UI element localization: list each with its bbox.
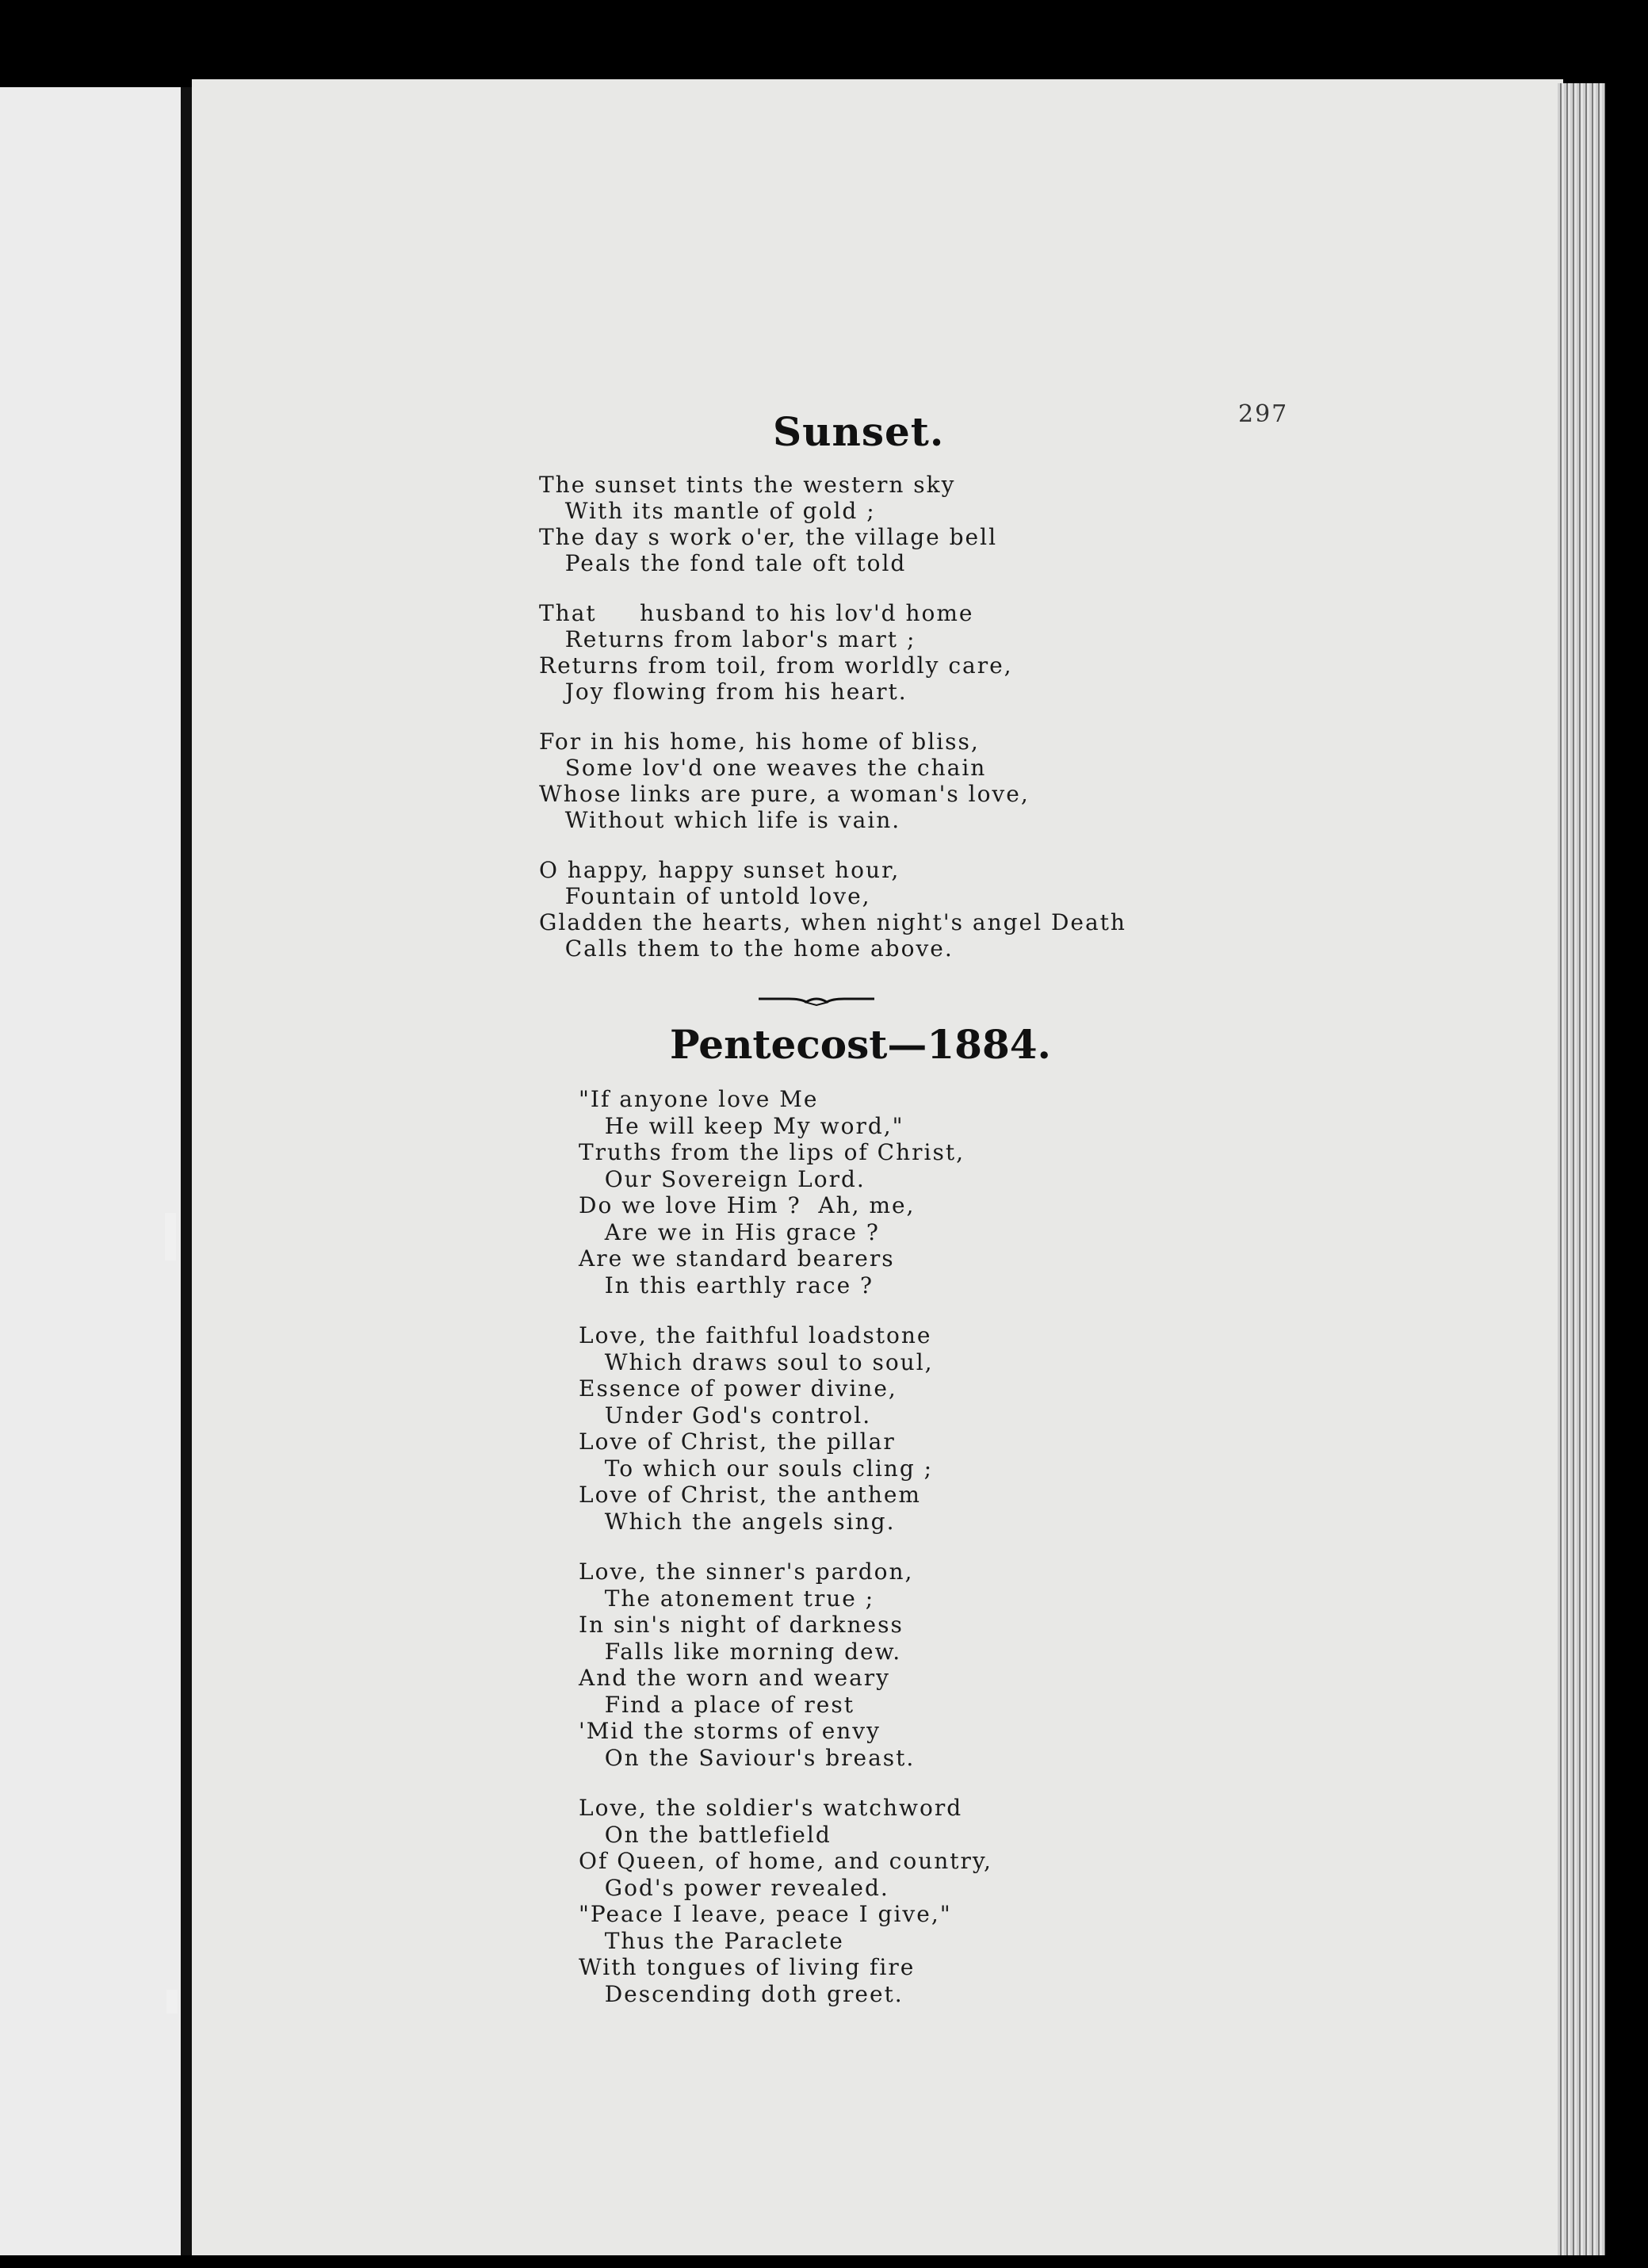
page-edges <box>1558 83 1605 2255</box>
poem-line: The sunset tints the western sky <box>539 472 956 498</box>
poem-line: God's power revealed. <box>579 1874 889 1901</box>
poem-line: Without which life is vain. <box>539 807 901 833</box>
poem-line: In sin's night of darkness <box>579 1612 904 1638</box>
poem-line: Are we standard bearers <box>579 1245 895 1272</box>
stanza <box>579 1559 992 1771</box>
poem-sunset <box>539 472 1126 985</box>
poem-line: 'Mid the storms of envy <box>579 1718 881 1744</box>
poem-line: Returns from toil, from worldly care, <box>539 652 1013 679</box>
poem-line: "Peace I leave, peace I give," <box>579 1901 952 1927</box>
poem-line: On the Saviour's breast. <box>579 1744 916 1771</box>
poem-line: Love, the sinner's pardon, <box>579 1559 914 1585</box>
poem-line: He will keep My word," <box>579 1112 904 1139</box>
poem-line: Which the angels sing. <box>579 1508 896 1535</box>
book-gutter <box>181 87 192 2255</box>
poem-line: Whose links are pure, a woman's love, <box>539 781 1030 807</box>
poem-line: Under God's control. <box>579 1402 872 1428</box>
poem-line: That husband to his lov'd home <box>539 600 974 626</box>
stanza <box>539 472 1126 576</box>
poem-line: In this earthly race ? <box>579 1272 874 1298</box>
poem-line: Fountain of untold love, <box>539 883 871 909</box>
poem-line: Love, the soldier's watchword <box>579 1795 963 1821</box>
stanza <box>579 1322 992 1535</box>
poem-line: Descending doth greet. <box>579 1980 904 2007</box>
poem-line: "If anyone love Me <box>579 1086 819 1112</box>
poem-line: Calls them to the home above. <box>539 935 954 962</box>
poem-line: Which draws soul to soul, <box>579 1348 934 1375</box>
poem-pentecost <box>579 1086 992 2031</box>
poem-line: With its mantle of gold ; <box>539 498 876 524</box>
poem-line: To which our souls cling ; <box>579 1455 934 1482</box>
poem-line: For in his home, his home of bliss, <box>539 729 980 755</box>
poem-line: Our Sovereign Lord. <box>579 1165 866 1192</box>
poem-line: Truths from the lips of Christ, <box>579 1139 965 1165</box>
poem-line: Gladden the hearts, when night's angel Death <box>539 909 1126 935</box>
poem-line: Find a place of rest <box>579 1691 855 1718</box>
left-facing-page <box>0 87 181 2255</box>
poem-line: The atonement true ; <box>579 1585 875 1612</box>
poem-line: And the worn and weary <box>579 1665 890 1691</box>
poem-line: Joy flowing from his heart. <box>539 679 908 705</box>
poem-line: O happy, happy sunset hour, <box>539 857 900 883</box>
stanza <box>539 857 1126 962</box>
poem-line: Love of Christ, the pillar <box>579 1428 896 1455</box>
binding-mark <box>165 1213 176 1260</box>
poem-line: Falls like morning dew. <box>579 1638 902 1665</box>
poem-line: Peals the fond tale oft told <box>539 550 907 576</box>
stanza <box>579 1086 992 1298</box>
poem-title-sunset: Sunset. <box>773 408 945 455</box>
poem-line: Love, the faithful loadstone <box>579 1322 932 1348</box>
poem-line: Thus the Paraclete <box>579 1927 844 1954</box>
poem-line: Of Queen, of home, and country, <box>579 1848 992 1874</box>
poem-line: Love of Christ, the anthem <box>579 1482 921 1508</box>
poem-line: The day s work o'er, the village bell <box>539 524 998 550</box>
poem-line: Are we in His grace ? <box>579 1218 880 1245</box>
poem-line: Do we love Him ? Ah, me, <box>579 1192 916 1218</box>
poem-line: Returns from labor's mart ; <box>539 626 916 652</box>
poem-title-pentecost: Pentecost—1884. <box>670 1021 1051 1068</box>
page-number: 297 <box>1238 400 1289 428</box>
stanza <box>579 1795 992 2007</box>
ornamental-divider <box>757 992 876 1008</box>
poem-line: On the battlefield <box>579 1821 832 1848</box>
poem-line: Essence of power divine, <box>579 1375 897 1402</box>
poem-line: Some lov'd one weaves the chain <box>539 755 987 781</box>
binding-mark <box>166 1990 178 2014</box>
stanza <box>539 729 1126 833</box>
stanza <box>539 600 1126 705</box>
poem-line: With tongues of living fire <box>579 1954 916 1980</box>
